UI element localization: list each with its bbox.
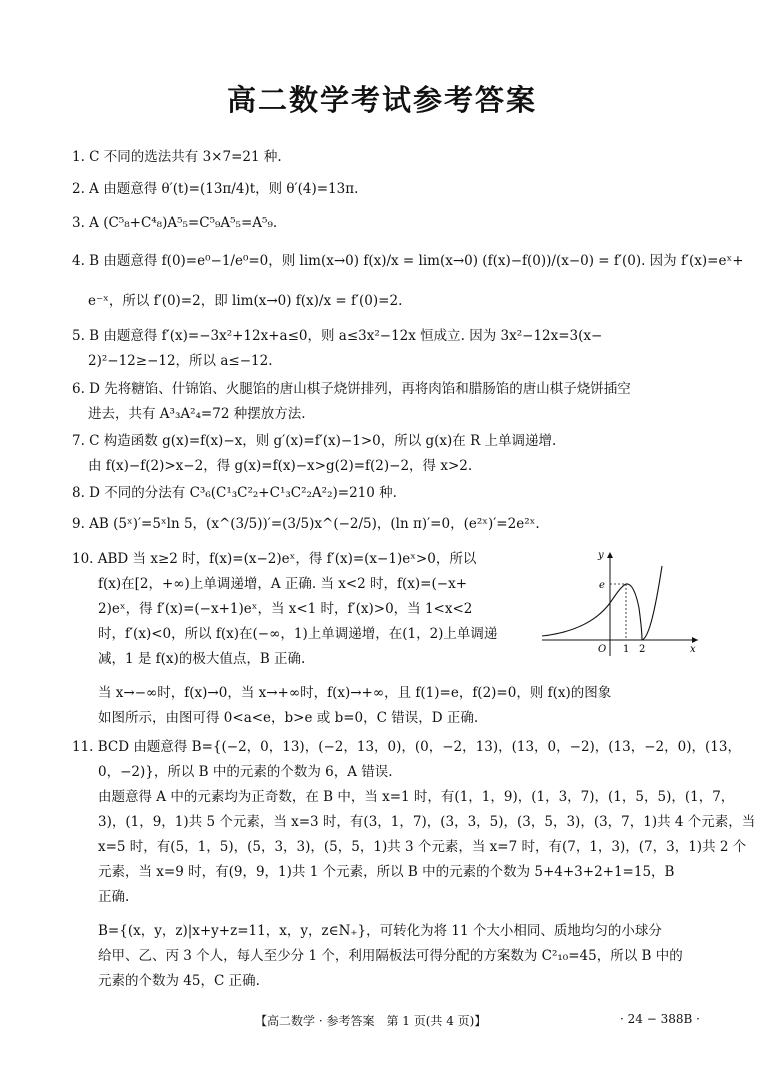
answer-2: 2. A 由题意得 θ′(t)=(13π/4)t，则 θ′(4)=13π. — [72, 181, 359, 197]
e-label: e — [599, 580, 605, 591]
answer-10-line-1: 10. ABD 当 x≥2 时，f(x)=(x−2)eˣ，得 f′(x)=(x−1)eˣ>0，所以 — [72, 551, 477, 567]
answer-4-line-2: e⁻ˣ，所以 f′(0)=2，即 lim(x→0) f(x)/x = f′(0)=2. — [88, 293, 403, 309]
answer-9: 9. AB (5ˣ)′=5ˣln 5，(x^(3/5))′=(3/5)x^(−2/5)，(ln π)′=0，(e²ˣ)′=2e²ˣ. — [72, 516, 540, 532]
answer-5-line-1: 5. B 由题意得 f′(x)=−3x²+12x+a≤0，则 a≤3x²−12x 恒成立. 因为 3x²−12x=3(x− — [72, 328, 603, 344]
answer-11-line-8: B={(x，y，z)|x+y+z=11，x，y，z∈N₊}，可转化为将 11 个大小相同、质地均匀的小球分 — [98, 923, 662, 939]
answer-4-line-1: 4. B 由题意得 f(0)=e⁰−1/e⁰=0，则 lim(x→0) f(x)/x = lim(x→0) (f(x)−f(0))/(x−0) = f′(0). 因为 f′(x)=eˣ+ — [72, 253, 744, 269]
page-title: 高二数学考试参考答案 — [226, 83, 537, 117]
curve-left — [542, 584, 642, 640]
answer-11-line-10: 元素的个数为 45，C 正确. — [98, 973, 260, 989]
footer-code: · 24 − 388B · — [620, 1012, 700, 1026]
x-axis-label: x — [690, 644, 696, 655]
answer-5-line-2: 2)²−12≥−12，所以 a≤−12. — [88, 353, 273, 369]
answer-10-line-4: 时，f′(x)<0，所以 f(x)在(−∞，1)上单调递增，在(1，2)上单调递 — [98, 626, 498, 642]
tick-label-1: 1 — [623, 644, 630, 655]
answer-10-line-3: 2)eˣ，得 f′(x)=(−x+1)eˣ，当 x<1 时，f′(x)>0，当 1<x<2 — [98, 601, 473, 617]
answer-6-line-1: 6. D 先将糖馅、什锦馅、火腿馅的唐山棋子烧饼排列，再将肉馅和腊肠馅的唐山棋子烧饼插空 — [72, 381, 631, 397]
y-axis-label: y — [598, 550, 604, 561]
answer-11-line-5: x=5 时，有(5，1，5)，(5，3，3)，(5，5，1)共 3 个元素，当 x=7 时，有(7，1，3)，(7，3，1)共 2 个 — [98, 839, 747, 855]
answer-11-line-7: 正确. — [98, 889, 130, 905]
footer-page-info: 【高二数学 · 参考答案 第 1 页(共 4 页)】 — [255, 1014, 487, 1028]
answer-8: 8. D 不同的分法有 C³₆(C¹₃C²₂+C¹₃C²₂A²₂)=210 种. — [72, 485, 397, 501]
answer-10-line-2: f(x)在[2，+∞)上单调递增，A 正确. 当 x<2 时，f(x)=(−x+ — [98, 576, 468, 592]
answer-10-line-6: 当 x→−∞时，f(x)→0，当 x→+∞时，f(x)→+∞，且 f(1)=e，f(2)=0，则 f(x)的图象 — [98, 685, 612, 701]
answer-3: 3. A (C⁵₈+C⁴₈)A⁵₅=C⁵₉A⁵₅=A⁵₉. — [72, 215, 278, 231]
answer-11-line-1: 11. BCD 由题意得 B={(−2，0，13)，(−2，13，0)，(0，−2，13)，(13，0，−2)，(13，−2，0)，(13， — [72, 739, 741, 755]
answer-7-line-1: 7. C 构造函数 g(x)=f(x)−x，则 g′(x)=f′(x)−1>0，所以 g(x)在 R 上单调递增. — [72, 433, 557, 449]
x-axis-arrow — [692, 637, 698, 643]
answer-11-line-6: 元素，当 x=9 时，有(9，9，1)共 1 个元素，所以 B 中的元素的个数为 5+4+3+2+1=15，B — [98, 864, 675, 880]
answer-1: 1. C 不同的选法共有 3×7=21 种. — [72, 149, 282, 165]
y-axis-arrow — [607, 552, 613, 558]
answer-10-line-5: 减，1 是 f(x)的极大值点，B 正确. — [98, 651, 306, 667]
function-graph — [540, 548, 700, 658]
curve-right — [642, 566, 662, 640]
answer-10-line-7: 如图所示，由图可得 0<a<e，b>e 或 b=0，C 错误，D 正确. — [98, 710, 479, 726]
origin-label: O — [598, 644, 607, 655]
answer-11-line-9: 给甲、乙、丙 3 个人，每人至少分 1 个，利用隔板法可得分配的方案数为 C²₁₀=45，所以 B 中的 — [98, 948, 683, 964]
answer-7-line-2: 由 f(x)−f(2)>x−2，得 g(x)=f(x)−x>g(2)=f(2)−2，得 x>2. — [88, 458, 473, 474]
answer-6-line-2: 进去，共有 A³₃A²₄=72 种摆放方法. — [88, 406, 306, 422]
answer-11-line-3: 由题意得 A 中的元素均为正奇数，在 B 中，当 x=1 时，有(1，1，9)，(1，3，7)，(1，5，5)，(1，7， — [98, 789, 735, 805]
tick-label-2: 2 — [639, 644, 646, 655]
answer-11-line-2: 0，−2)}，所以 B 中的元素的个数为 6，A 错误. — [98, 764, 393, 780]
answer-11-line-4: 3)，(1，9，1)共 5 个元素，当 x=3 时，有(3，1，7)，(3，3，5)，(3，5，3)，(3，7，1)共 4 个元素，当 — [98, 814, 756, 830]
